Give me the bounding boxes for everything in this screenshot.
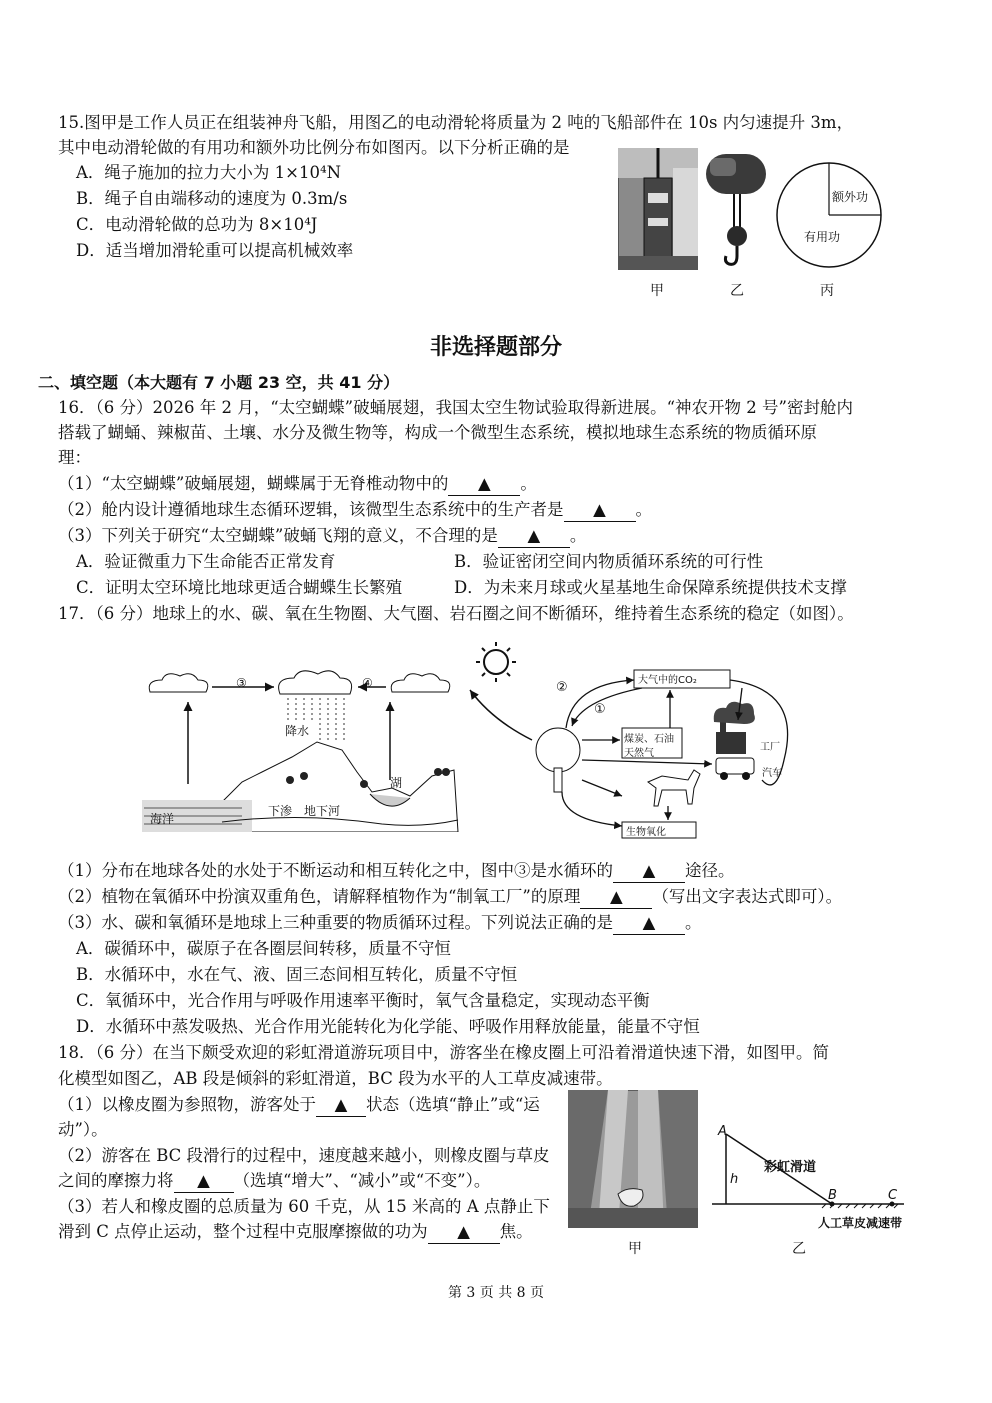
q18-part2-line2 [58,1170,490,1193]
q15-caption-jia: 甲 [650,283,664,299]
carbon-label-co2: 大气中的CO₂ [638,675,697,686]
q17-stem: 17．（6 分）地球上的水、碳、氧在生物圈、大气圈、岩石圈之间不断循环，维持着生态系统的稳定（如图）。 [58,604,854,623]
q16-part3-end: 。 [569,526,587,545]
water-label-ground: 地下河 [304,804,341,818]
q15-option-b: B．绳子自由端移动的速度为 0.3m/s [76,189,348,208]
carbon-label-car: 汽车 [762,768,782,779]
part2-heading: 二、填空题（本大题有 7 小题 23 空，共 41 分） [38,373,400,392]
q15-stem-line2: 其中电动滑轮做的有用功和额外功比例分布如图丙。以下分析正确的是 [58,138,570,157]
q18-part1 [58,1094,540,1117]
carbon-label-2: ② [556,680,568,695]
water-cycle-diagram [142,662,462,832]
q16-stem-line2: 搭载了蝴蛹、辣椒苗、土壤、水分及微生物等，构成一个微型生态系统，模拟地球生态系统的物质循环原 [58,423,817,442]
q16-part1-blank[interactable]: ▲ [448,473,520,496]
q18-part3-end: 焦。 [499,1222,533,1241]
q18-part1-blank[interactable]: ▲ [316,1094,366,1117]
q15-electric-pulley-yi [700,150,772,275]
q17-part1 [58,860,735,883]
q18-part3-line2 [58,1221,533,1244]
q15-option-d: D．适当增加滑轮重可以提高机械效率 [76,241,354,260]
q18-part1-text: （1）以橡皮圈为参照物，游客处于 [58,1095,316,1114]
q16-part3 [58,525,586,548]
q15-caption-bing: 丙 [820,283,834,299]
q15-stem-line1: 15.图甲是工作人员正在组装神舟飞船，用图乙的电动滑轮将质量为 2 吨的飞船部件在 10s 内匀速提升 3m， [58,113,854,132]
water-label-rain: 降水 [285,724,310,738]
q16-stem-line3: 理： [58,448,91,467]
q15-option-c: C．电动滑轮做的总功为 8×10⁴J [76,215,318,234]
q17-part3-end: 。 [685,913,702,932]
q18-label-c: C [888,1188,898,1203]
q18-caption-yi: 乙 [792,1241,806,1257]
water-label-ocean: 海洋 [150,812,175,826]
q17-option-b: B．水循环中，水在气、液、固三态间相互转化，质量不守恒 [76,965,518,984]
q16-part3-blank[interactable]: ▲ [498,525,570,548]
q18-part2-rest: （选填“增大”、“减小”或“不变”）。 [233,1171,491,1190]
q18-stem-line2: 化模型如图乙，AB 段是倾斜的彩虹滑道，BC 段为水平的人工草皮减速带。 [58,1069,613,1088]
q18-photo-jia [568,1090,698,1228]
q17-option-c: C．氧循环中，光合作用与呼吸作用速率平衡时，氧气含量稳定，实现动态平衡 [76,991,650,1010]
q15-pie-extra-label: 额外功 [832,190,869,204]
q16-part3-text: （3）下列关于研究“太空蝴蝶”破蛹飞翔的意义，不合理的是 [58,526,498,545]
carbon-label-fossil2: 天然气 [624,748,654,759]
q17-option-a: A．碳循环中，碳原子在各圈层间转移，质量不守恒 [76,939,451,958]
q16-option-d: D．为未来月球或火星基地生命保障系统提供技术支撑 [454,578,847,597]
q15-photo-jia [618,148,698,270]
q17-part1-end: 途径。 [685,861,735,880]
q17-part3-blank[interactable]: ▲ [613,912,685,935]
carbon-label-factory: 工厂 [760,742,780,753]
q18-part1-line2: 动”）。 [58,1120,108,1139]
q16-part2-end: 。 [635,500,652,519]
q18-part2-line1: （2）游客在 BC 段滑行的过程中，速度越来越小，则橡皮圈与草皮 [58,1146,550,1165]
q16-part1-text: （1）“太空蝴蝶”破蛹展翅，蝴蝶属于无脊椎动物中的 [58,474,449,493]
q18-label-h: h [730,1172,739,1187]
q16-option-a: A．验证微重力下生命能否正常发育 [76,552,336,571]
q18-label-b: B [828,1188,837,1203]
q16-part2 [58,499,652,522]
water-label-3: ③ [236,676,247,690]
carbon-label-bio: 生物氧化 [626,827,666,838]
q18-label-belt: 人工草皮减速带 [818,1216,903,1230]
q15-pie-useful-label: 有用功 [804,230,841,244]
water-label-lake: 湖 [390,776,403,790]
page-footer: 第 3 页 共 8 页 [447,1285,545,1301]
q17-part3 [58,912,702,935]
q15-pie-bing [774,160,884,270]
q18-part3-text: 滑到 C 点停止运动，整个过程中克服摩擦做的功为 [58,1222,428,1241]
q18-part2-blank[interactable]: ▲ [174,1170,234,1193]
q17-part2-text: （2）植物在氧循环中扮演双重角色，请解释植物作为“制氧工厂”的原理 [58,887,581,906]
q17-part1-blank[interactable]: ▲ [613,860,685,883]
q18-part2-text: 之间的摩擦力将 [58,1171,174,1190]
q17-option-d: D．水循环中蒸发吸热、光合作用光能转化为化学能、呼吸作用释放能量，能量不守恒 [76,1017,700,1036]
q18-label-a: A [718,1124,727,1139]
q16-part2-text: （2）舱内设计遵循地球生态循环逻辑，该微型生态系统中的生产者是 [58,500,564,519]
q17-part2-blank[interactable]: ▲ [580,886,652,909]
q16-stem-line1: 16．（6 分）2026 年 2 月，“太空蝴蝶”破蛹展翅，我国太空生物试验取得新进展。“神农开物 2 号”密封舱内 [58,398,853,417]
q18-slide-diagram-yi [712,1126,912,1226]
section-title: 非选择题部分 [429,335,562,360]
q15-option-a: A．绳子施加的拉力大小为 1×10⁴N [76,163,342,182]
q18-stem-line1: 18．（6 分）在当下颇受欢迎的彩虹滑道游玩项目中，游客坐在橡皮圈上可沿着滑道快速下滑，如图甲。简 [58,1043,829,1062]
q16-part2-blank[interactable]: ▲ [564,499,636,522]
q18-part3-blank[interactable]: ▲ [428,1221,500,1244]
water-label-4: ④ [362,676,373,690]
q16-option-c: C．证明太空环境比地球更适合蝴蝶生长繁殖 [76,578,403,597]
carbon-label-fossil1: 煤炭、石油 [624,734,674,745]
q17-part2-end: （写出文字表达式即可）。 [652,887,843,906]
q16-option-b: B．验证密闭空间内物质循环系统的可行性 [454,552,764,571]
q15-caption-yi: 乙 [730,283,744,299]
q18-label-slide: 彩虹滑道 [764,1160,817,1175]
q17-part3-text: （3）水、碳和氧循环是地球上三种重要的物质循环过程。下列说法正确的是 [58,913,613,932]
q18-caption-jia: 甲 [628,1241,642,1257]
q16-part1-end: 。 [520,474,537,493]
carbon-label-1: ① [594,702,606,717]
water-label-under: 下渗 [268,804,293,818]
q18-part1-rest: 状态（选填“静止”或“运 [366,1095,540,1114]
q18-part3-line1: （3）若人和橡皮圈的总质量为 60 千克，从 15 米高的 A 点静止下 [58,1197,550,1216]
q16-part1 [58,473,537,496]
q17-part2 [58,886,842,909]
q17-part1-text: （1）分布在地球各处的水处于不断运动和相互转化之中，图中③是水循环的 [58,861,613,880]
